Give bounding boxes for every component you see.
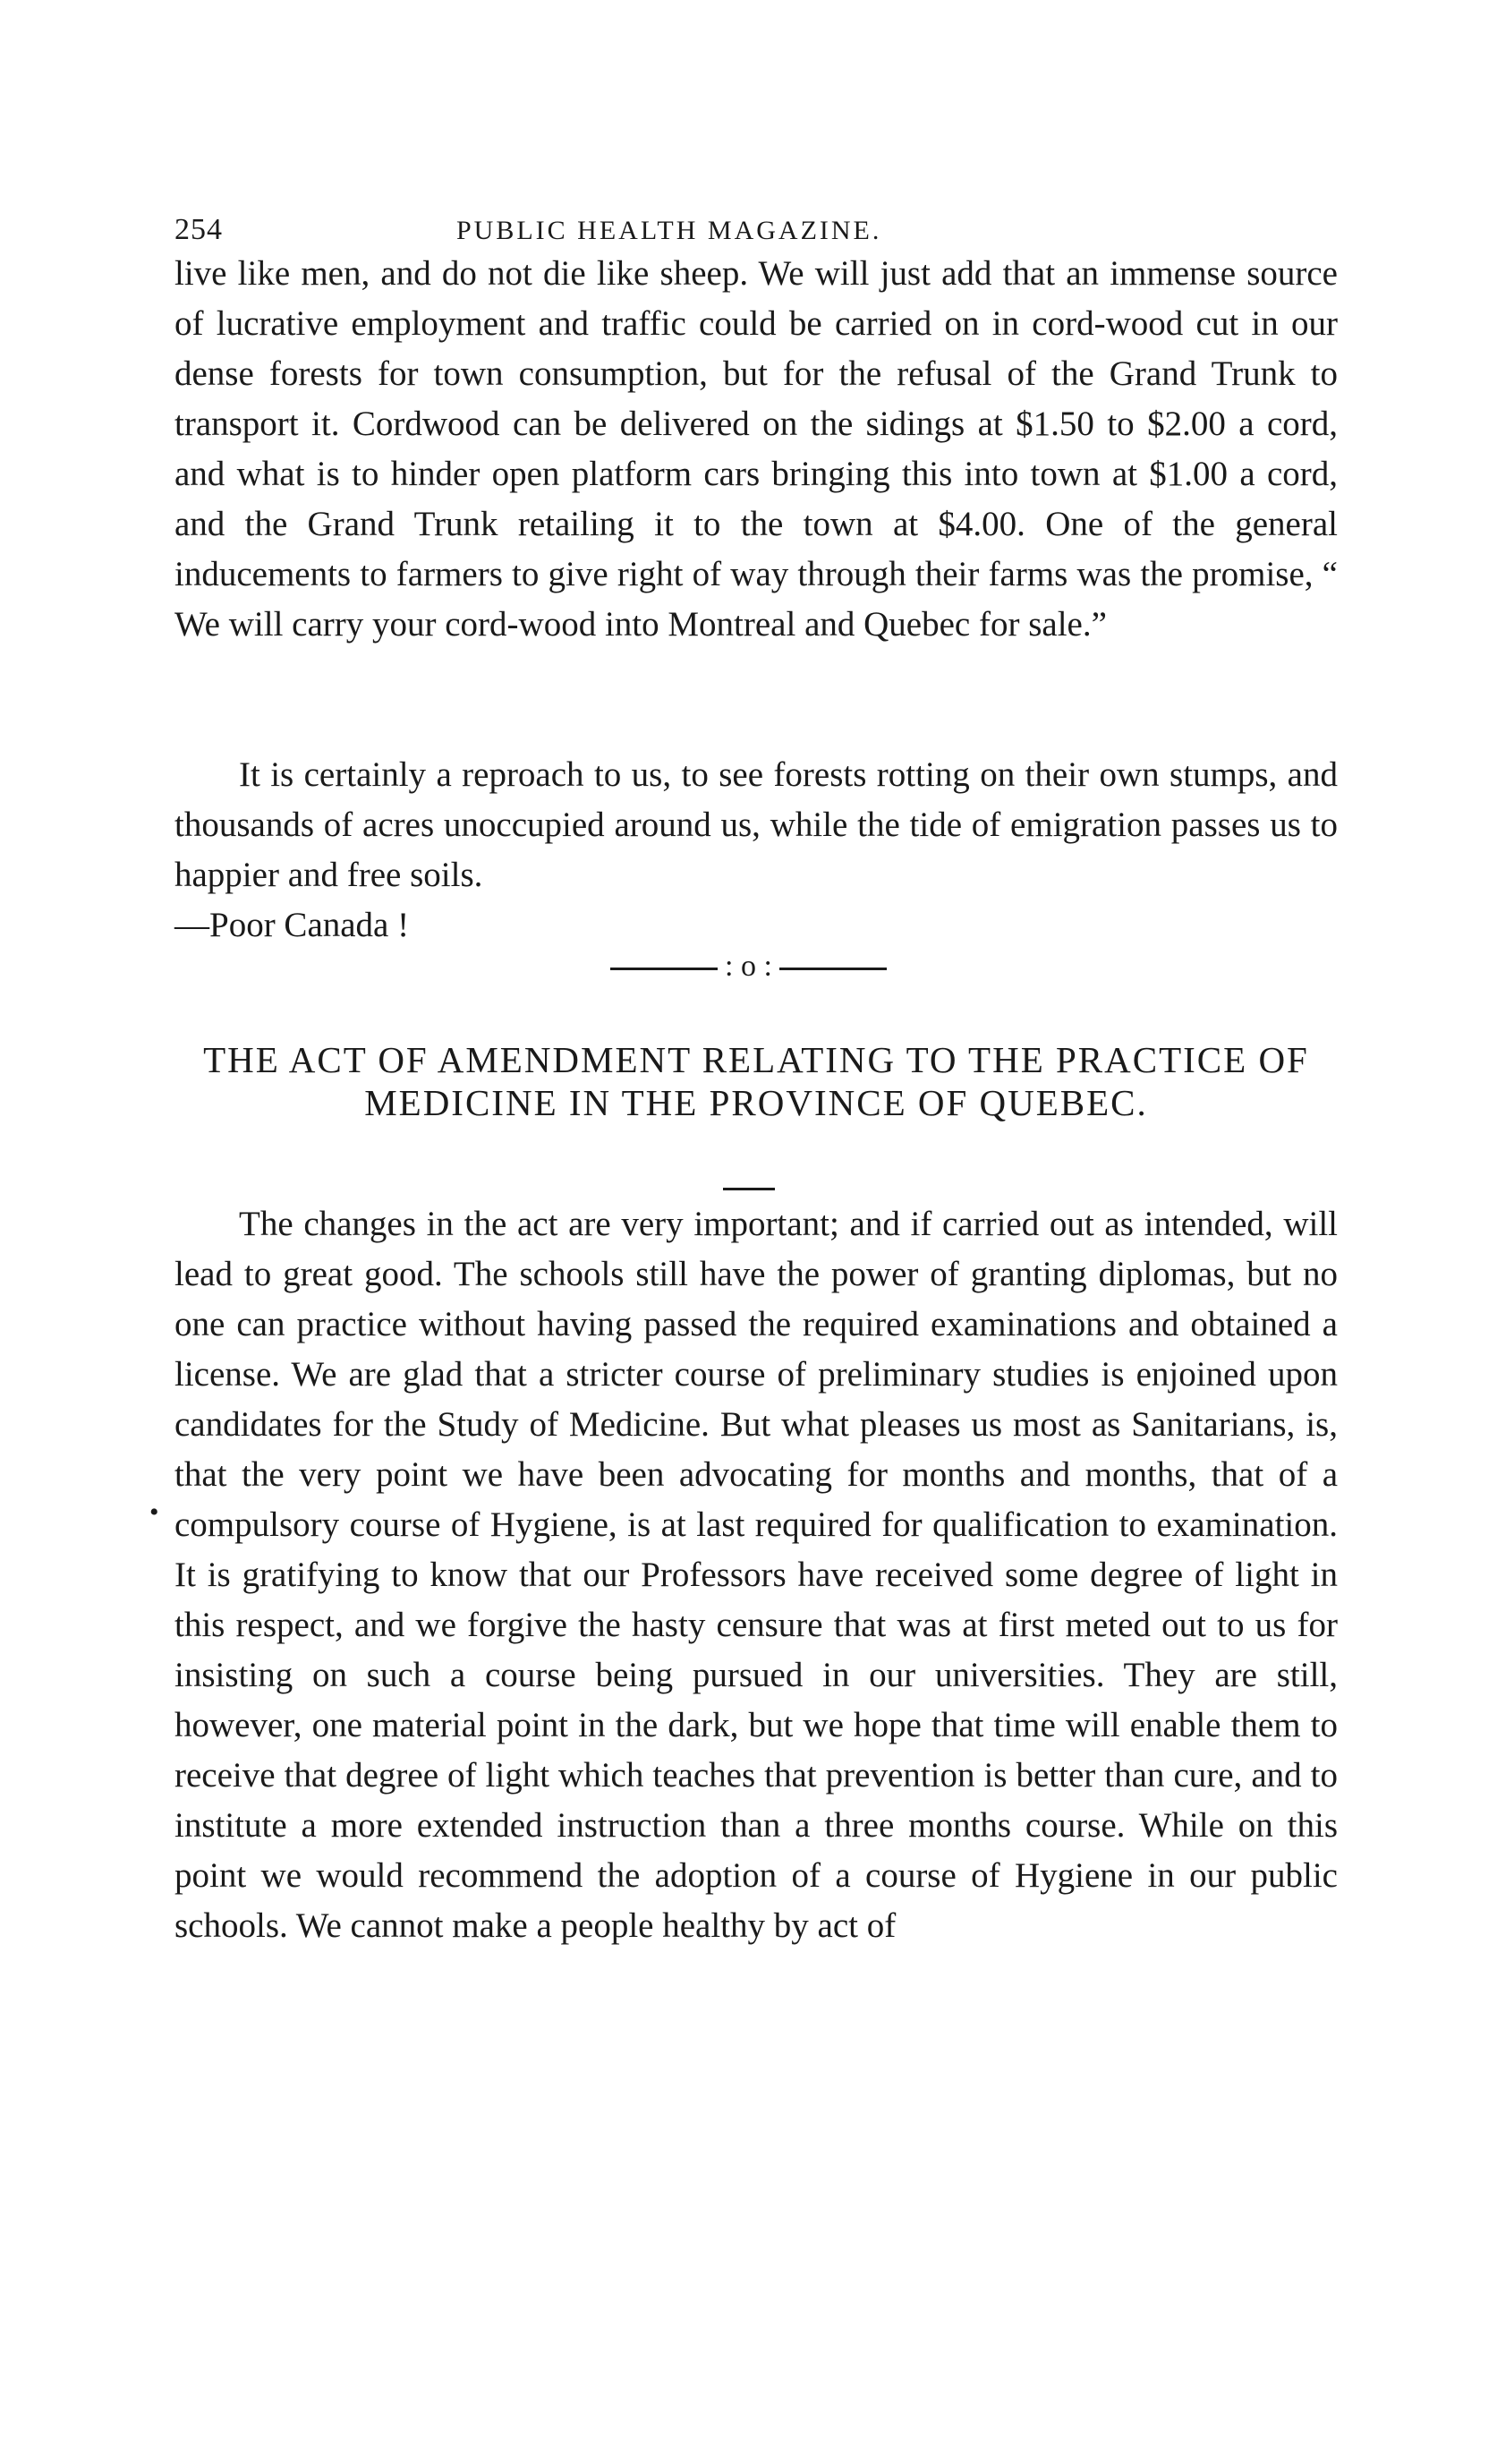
journal-title: PUBLIC HEALTH MAGAZINE. (456, 216, 882, 245)
closing-paragraph-text: It is certainly a reproach to us, to see forests rotting on their own stumps, and thousands of acres unoccupied around us, while the tide of emigration passes us to happier and free soils. (174, 755, 1338, 894)
section-separator (0, 944, 1497, 989)
heading-rule (723, 1188, 775, 1190)
closing-paragraph (174, 750, 1338, 951)
separator-rule-right (779, 968, 887, 970)
separator-mark: : o : (725, 950, 772, 983)
article-heading: THE ACT OF AMENDMENT RELATING TO THE PRACTICE OF MEDICINE IN THE PROVINCE OF QUEBEC. (203, 1039, 1309, 1123)
article-body: The changes in the act are very important; and if carried out as intended, will lead to great good. The schools still have the power of granting diplomas, but no one can practice without having passed the required examinations and obtained a license. We are glad that a stricter course of preliminary studies is enjoined upon candidates for the Study of Medicine. But what pleases us most as Sanitarians, is, that the very point we have been advocating for months and months, that of a compulsory course of Hygiene, is at last required for qualification to examination. It is gratifying to know that our Professors have received some degree of light in this respect, and we forgive the hasty censure that was at first meted out to us for insisting on such a course being pursued in our universities. They are still, however, one material point in the dark, but we hope that time will enable them to receive that degree of light which teaches that prevention is better than cure, and to institute a more extended instruction than a three months course. While on this point we would recommend the adoption of a course of Hygiene in our public schools. We cannot make a people healthy by act of (174, 1205, 1338, 1945)
continued-paragraph: live like men, and do not die like sheep. We will just add that an immense source of lucrative employment and traffic could be carried on in cord-wood cut in our dense forests for town consumption, but for the refusal of the Grand Trunk to transport it. Cordwood can be delivered on the sidings at $1.50 to $2.00 a cord, and what is to hinder open platform cars bringing this into town at $1.00 a cord, and the Grand Trunk retailing it to the town at $4.00. One of the general inducements to farmers to give right of way through their farms was the promise, “ We will carry your cord-wood into Montreal and Quebec for sale.” (174, 254, 1338, 644)
margin-mark: • (149, 1497, 159, 1527)
page-number: 254 (174, 213, 223, 246)
signoff-line: —Poor Canada ! (174, 906, 410, 944)
separator-rule-left (610, 968, 718, 970)
